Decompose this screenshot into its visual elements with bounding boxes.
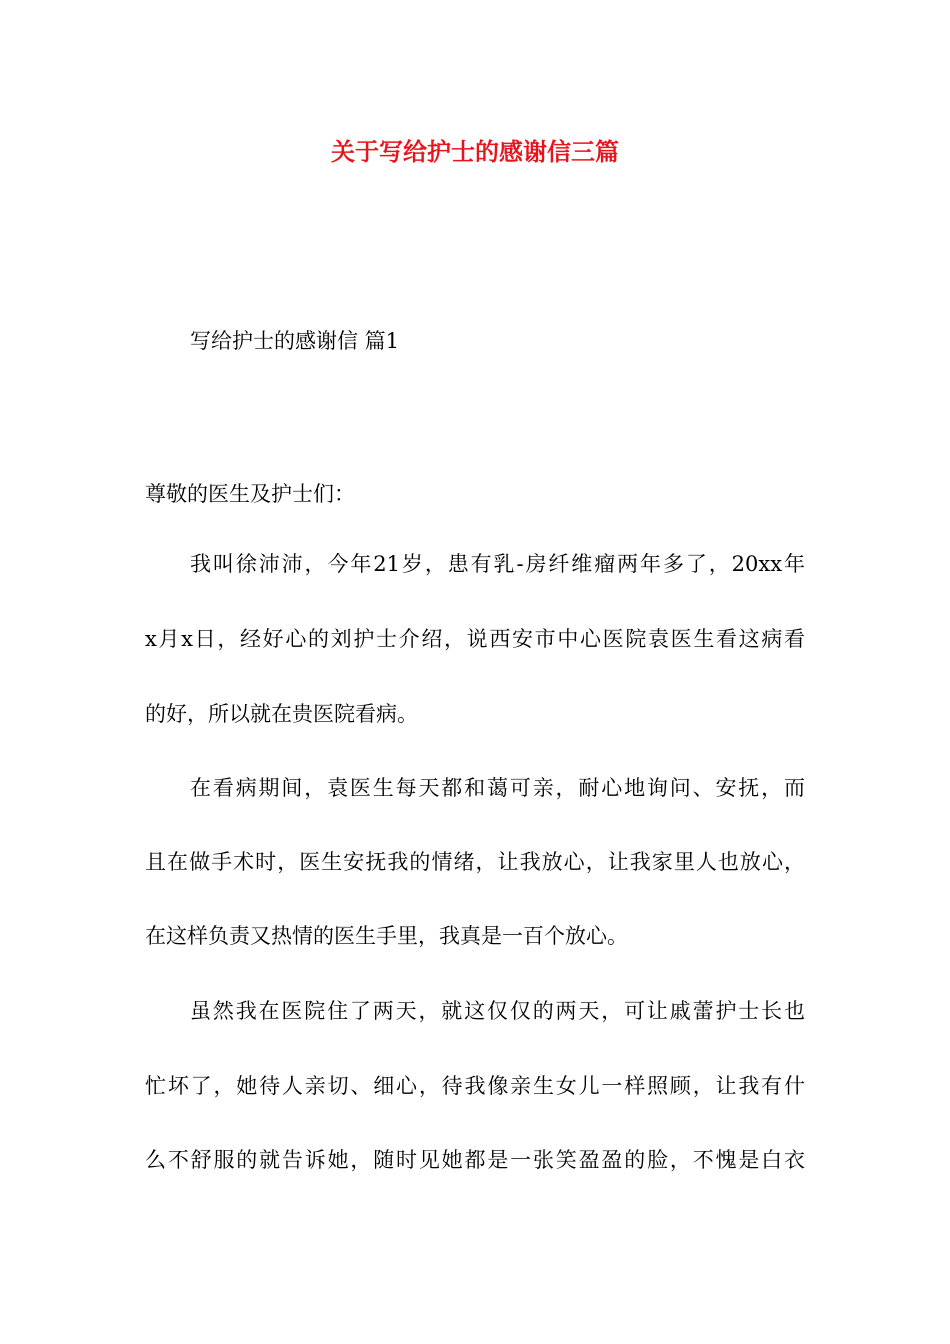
letter-salutation: 尊敬的医生及护士们： [145,482,355,506]
section-heading: 写给护士的感谢信 篇1 [190,329,400,353]
body-line: 在看病期间，袁医生每天都和蔼可亲，耐心地询问、安抚，而 [190,776,805,800]
body-line: 在这样负责又热情的医生手里，我真是一百个放心。 [145,924,628,948]
body-line: x月x日，经好心的刘护士介绍，说西安市中心医院袁医生看这病看 [145,627,805,651]
document-title: 关于写给护士的感谢信三篇 [331,137,619,166]
body-line: 的好，所以就在贵医院看病。 [145,702,418,726]
body-line: 且在做手术时，医生安抚我的情绪，让我放心，让我家里人也放心， [145,850,805,874]
body-line: 么不舒服的就告诉她，随时见她都是一张笑盈盈的脸，不愧是白衣 [145,1148,805,1172]
body-line: 虽然我在医院住了两天，就这仅仅的两天，可让戚蕾护士长也 [190,999,805,1023]
body-line: 我叫徐沛沛，今年21岁，患有乳-房纤维瘤两年多了，20xx年 [190,552,805,576]
body-line: 忙坏了，她待人亲切、细心，待我像亲生女儿一样照顾，让我有什 [145,1074,805,1098]
